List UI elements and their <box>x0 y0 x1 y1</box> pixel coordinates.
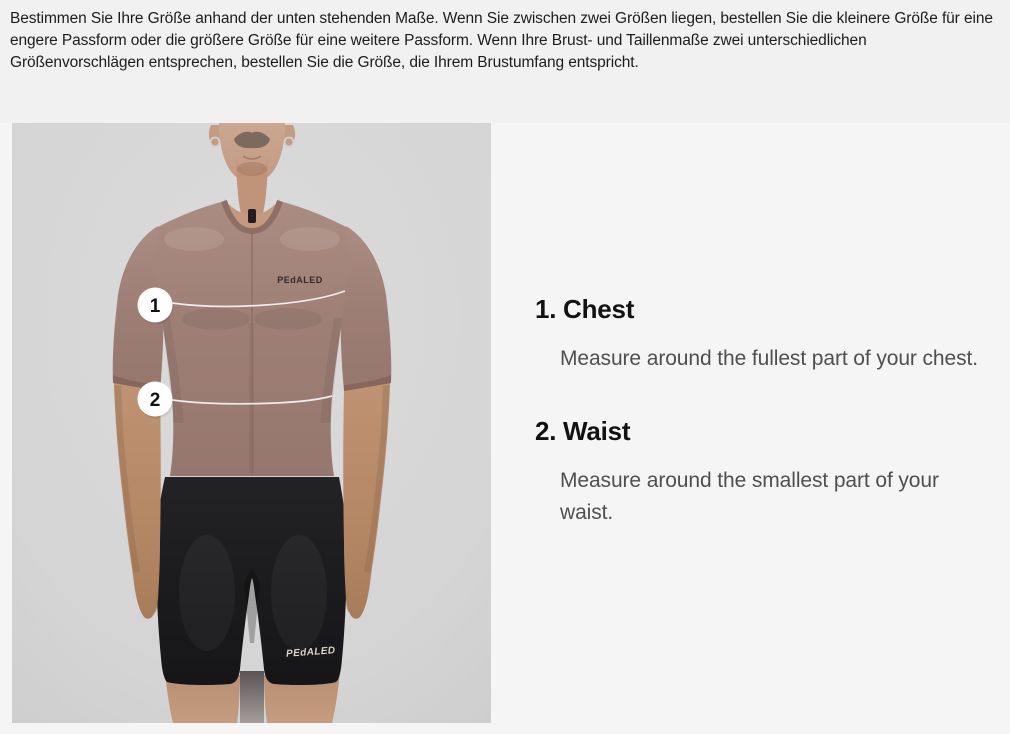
step-chest-label: Chest <box>563 294 635 324</box>
jersey-brand-logo: PEdALED <box>277 275 323 285</box>
fit-model-illustration <box>12 123 491 723</box>
sizing-intro-text: Bestimmen Sie Ihre Größe anhand der unten stehenden Maße. Wenn Sie zwischen zwei Größen liegen, bestellen Sie die kleinere Größe für eine engere Passform oder die größere Größe für eine weitere Passform. Wenn Ihre Brust- und Taillenmaße zwei unterschiedlichen Größenvorschlägen entsprechen, bestellen Sie die Größe, die Ihrem Brustumfang entspricht. <box>10 10 993 71</box>
step-chest-number: 1. <box>535 294 557 324</box>
fit-model-photo <box>12 123 491 723</box>
marker-1-number: 1 <box>149 296 161 317</box>
zipper-pull <box>248 209 256 223</box>
step-waist-description: Measure around the smallest part of your waist. <box>560 469 939 524</box>
step-waist <box>535 418 995 529</box>
measurement-steps <box>535 296 995 529</box>
step-chest-description: Measure around the fullest part of your chest. <box>560 347 978 370</box>
step-waist-number: 2. <box>535 416 557 446</box>
intro-section <box>0 0 1010 123</box>
step-chest-heading <box>535 296 995 322</box>
marker-2-number: 2 <box>149 390 161 411</box>
step-waist-label: Waist <box>563 416 631 446</box>
step-chest <box>535 296 995 375</box>
shorts-brand-logo: PEdALED <box>285 645 336 660</box>
step-waist-heading <box>535 418 995 444</box>
size-guide-section <box>0 123 1010 734</box>
